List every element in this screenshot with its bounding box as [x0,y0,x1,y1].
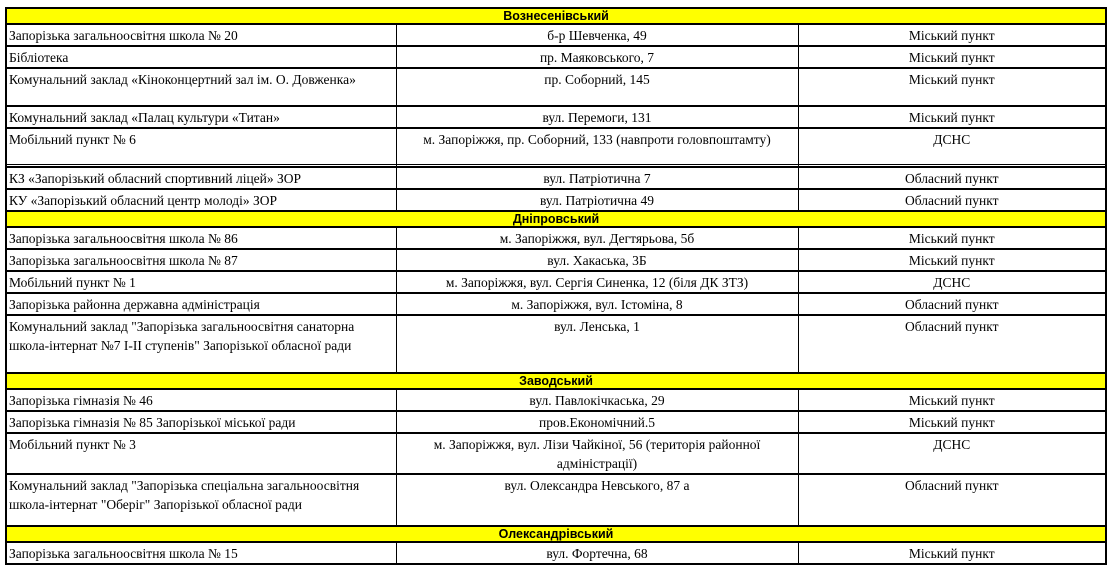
district-header: Вознесенівський [6,8,1106,24]
type-cell: Обласний пункт [798,474,1106,526]
name-cell: Запорізька гімназія № 46 [6,389,396,411]
section-header-row [6,526,1106,542]
name-cell: Комунальний заклад "Запорізька загальноосвітня санаторна школа-інтернат №7 І-ІІ ступенів" Запорізької обласної ради [6,315,396,373]
district-header: Заводський [6,373,1106,389]
address-cell: м. Запоріжжя, вул. Дегтярьова, 5б [396,227,798,249]
type-cell: ДСНС [798,271,1106,293]
table-row [6,24,1106,46]
table-row [6,46,1106,68]
name-cell: Бібліотека [6,46,396,68]
name-cell: Запорізька загальноосвітня школа № 20 [6,24,396,46]
table-row [6,167,1106,189]
address-cell: вул. Олександра Невського, 87 а [396,474,798,526]
table-row [6,389,1106,411]
table-row [6,106,1106,128]
table-row [6,68,1106,106]
section-header-row [6,373,1106,389]
address-cell: м. Запоріжжя, вул. Істоміна, 8 [396,293,798,315]
table-row [6,271,1106,293]
address-cell: вул. Павлокічкаська, 29 [396,389,798,411]
table-row [6,411,1106,433]
address-cell: пр. Соборний, 145 [396,68,798,106]
name-cell: КЗ «Запорізький обласний спортивний ліцей» ЗОР [6,167,396,189]
name-cell: Запорізька гімназія № 85 Запорізької міської ради [6,411,396,433]
table-row [6,433,1106,474]
name-cell: Комунальний заклад «Кіноконцертний зал ім. О. Довженка» [6,68,396,106]
table-row [6,542,1106,564]
type-cell: Обласний пункт [798,315,1106,373]
type-cell: Міський пункт [798,249,1106,271]
table-row [6,474,1106,526]
table-row [6,189,1106,211]
address-cell: вул. Фортечна, 68 [396,542,798,564]
address-cell: м. Запоріжжя, вул. Лізи Чайкіної, 56 (територія районної адміністрації) [396,433,798,474]
address-cell: вул. Патріотична 49 [396,189,798,211]
address-cell: пр. Маяковського, 7 [396,46,798,68]
type-cell: Міський пункт [798,227,1106,249]
type-cell: Міський пункт [798,46,1106,68]
name-cell: Мобільний пункт № 3 [6,433,396,474]
address-cell: пров.Економічний.5 [396,411,798,433]
type-cell: Міський пункт [798,68,1106,106]
name-cell: КУ «Запорізький обласний центр молоді» ЗОР [6,189,396,211]
table-container [5,7,1105,565]
address-cell: б-р Шевченка, 49 [396,24,798,46]
section-header-row [6,211,1106,227]
address-cell: вул. Перемоги, 131 [396,106,798,128]
type-cell: Міський пункт [798,24,1106,46]
relief-points-table [5,7,1107,565]
address-cell: вул. Патріотична 7 [396,167,798,189]
address-cell: вул. Хакаська, 3Б [396,249,798,271]
table-row [6,249,1106,271]
name-cell: Запорізька загальноосвітня школа № 87 [6,249,396,271]
table-row [6,293,1106,315]
name-cell: Запорізька районна державна адміністрація [6,293,396,315]
name-cell: Запорізька загальноосвітня школа № 15 [6,542,396,564]
type-cell: Обласний пункт [798,293,1106,315]
table-row [6,227,1106,249]
type-cell: Міський пункт [798,389,1106,411]
section-header-row [6,8,1106,24]
district-header: Дніпровський [6,211,1106,227]
table-row [6,128,1106,164]
type-cell: Обласний пункт [798,167,1106,189]
table-row [6,315,1106,373]
address-cell: м. Запоріжжя, пр. Соборний, 133 (навпроти головпоштамту) [396,128,798,164]
district-header: Олександрівський [6,526,1106,542]
name-cell: Комунальний заклад "Запорізька спеціальна загальноосвітня школа-інтернат "Оберіг" Запорізької обласної ради [6,474,396,526]
type-cell: Міський пункт [798,411,1106,433]
name-cell: Мобільний пункт № 6 [6,128,396,164]
name-cell: Мобільний пункт № 1 [6,271,396,293]
type-cell: Обласний пункт [798,189,1106,211]
name-cell: Запорізька загальноосвітня школа № 86 [6,227,396,249]
type-cell: ДСНС [798,128,1106,164]
address-cell: вул. Ленська, 1 [396,315,798,373]
address-cell: м. Запоріжжя, вул. Сергія Синенка, 12 (біля ДК ЗТЗ) [396,271,798,293]
type-cell: Міський пункт [798,542,1106,564]
name-cell: Комунальний заклад «Палац культури «Титан» [6,106,396,128]
type-cell: Міський пункт [798,106,1106,128]
type-cell: ДСНС [798,433,1106,474]
